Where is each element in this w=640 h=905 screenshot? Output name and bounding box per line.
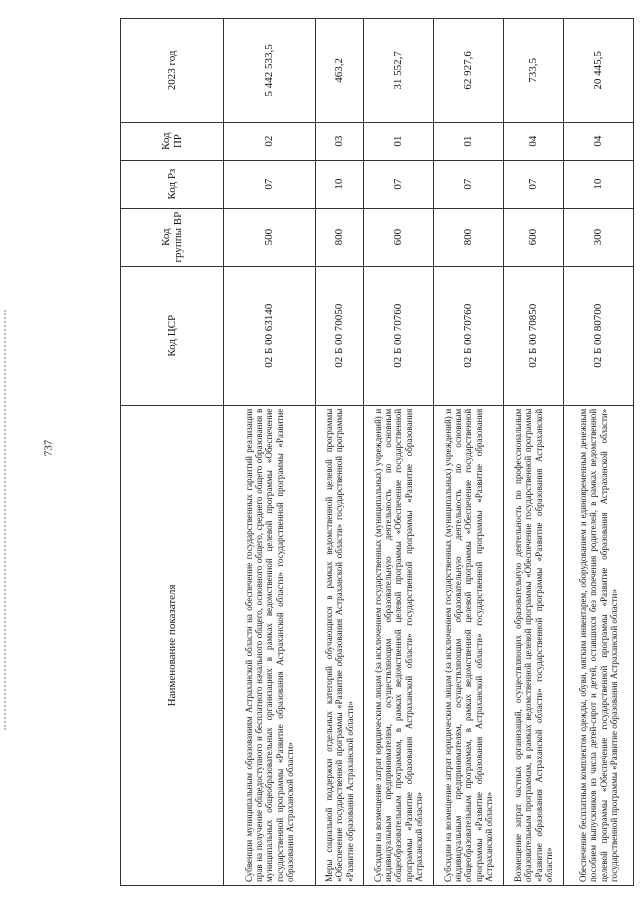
row-sum: 31 552,7 bbox=[364, 19, 434, 123]
row-rz: 07 bbox=[224, 160, 316, 208]
row-sum: 62 927,6 bbox=[434, 19, 504, 123]
row-vr: 600 bbox=[504, 208, 564, 266]
row-vr: 800 bbox=[316, 208, 364, 266]
row-sum: 20 445,5 bbox=[564, 19, 634, 123]
table-row bbox=[364, 19, 434, 886]
row-vr: 300 bbox=[564, 208, 634, 266]
row-rz: 10 bbox=[316, 160, 364, 208]
row-pr: 03 bbox=[316, 122, 364, 160]
row-csr: 02 Б 00 70760 bbox=[434, 266, 504, 405]
row-name: Меры социальной поддержки отдельных категорий обучающихся в рамках ведомственной целевой программы «Обеспечение государственной программы «Развитие образования Астраханской области» государственной программы «Развитие образования Астраханской области» bbox=[316, 405, 364, 885]
header-name: Наименование показателя bbox=[121, 405, 224, 885]
page-number: 737 bbox=[42, 439, 55, 457]
row-rz: 07 bbox=[504, 160, 564, 208]
row-csr: 02 Б 00 70760 bbox=[364, 266, 434, 405]
header-pr: Код ПР bbox=[121, 122, 224, 160]
row-pr: 04 bbox=[564, 122, 634, 160]
row-vr: 600 bbox=[364, 208, 434, 266]
row-name: Субвенции муниципальным образованиям Астраханской области на обеспечение государственных гарантий реализации прав на получение общедоступного и бесплатного начального общего, основного общего, среднего общего образования в муниципальных общеобразовательных организациях в рамках ведомственной целевой программы «Обеспечение государственной программы «Развитие образования Астраханской области» государственной программы «Развитие образования Астраханской области» bbox=[224, 405, 316, 885]
row-vr: 500 bbox=[224, 208, 316, 266]
row-rz: 10 bbox=[564, 160, 634, 208]
row-sum: 5 442 533,5 bbox=[224, 19, 316, 123]
row-csr: 02 Б 00 63140 bbox=[224, 266, 316, 405]
table-row bbox=[316, 19, 364, 886]
row-csr: 02 Б 00 80700 bbox=[564, 266, 634, 405]
table-row bbox=[224, 19, 316, 886]
row-name: Субсидии на возмещение затрат юридическим лицам (за исключением государственных (муниципальных) учреждений) и индивидуальным предпринимателям, осуществляющим образовательную деятельность по основным общеобразовательным программам, в рамках ведомственной целевой программы «Обеспечение государственной программы «Развитие образования Астраханской области» государственной программы «Развитие образования Астраханской области» bbox=[364, 405, 434, 885]
table-row bbox=[504, 19, 564, 886]
row-pr: 02 bbox=[224, 122, 316, 160]
row-pr: 01 bbox=[434, 122, 504, 160]
row-name: Обеспечение бесплатным комплектом одежды, обуви, мягким инвентарем, оборудованием и единовременным денежным пособием выпускников из числа детей-сирот и детей, оставшихся без попечения родителей, в рамках ведомственной целевой программы «Обеспечение государственной программы «Развитие образования Астраханской области» государственной программы «Развитие образования Астраханской области» bbox=[564, 405, 634, 885]
table-row bbox=[434, 19, 504, 886]
table-row bbox=[564, 19, 634, 886]
row-pr: 01 bbox=[364, 122, 434, 160]
budget-table-rotated bbox=[120, 18, 620, 886]
budget-table bbox=[120, 18, 634, 886]
row-sum: 733,5 bbox=[504, 19, 564, 123]
header-year: 2023 год bbox=[121, 19, 224, 123]
header-vr: Код группы ВР bbox=[121, 208, 224, 266]
header-row bbox=[121, 19, 224, 886]
row-csr: 02 Б 00 70850 bbox=[504, 266, 564, 405]
header-rz: Код Рз bbox=[121, 160, 224, 208]
row-vr: 800 bbox=[434, 208, 504, 266]
header-csr: Код ЦСР bbox=[121, 266, 224, 405]
row-sum: 463,2 bbox=[316, 19, 364, 123]
row-pr: 04 bbox=[504, 122, 564, 160]
row-rz: 07 bbox=[434, 160, 504, 208]
scan-margin-dots bbox=[4, 310, 9, 730]
row-csr: 02 Б 00 70050 bbox=[316, 266, 364, 405]
row-name: Возмещение затрат частных организаций, осуществляющих образовательную деятельность по профессиональным образовательным программам, в рамках ведомственной целевой программы «Обеспечение государственной программы «Развитие образования Астраханской области» государственной программы «Развитие образования Астраханской области» bbox=[504, 405, 564, 885]
row-name: Субсидии на возмещение затрат юридическим лицам (за исключением государственных (муниципальных) учреждений) и индивидуальным предпринимателям, осуществляющим образовательную деятельность по основным общеобразовательным программам, в рамках ведомственной целевой программы «Обеспечение государственной программы «Развитие образования Астраханской области» государственной программы «Развитие образования Астраханской области» bbox=[434, 405, 504, 885]
row-rz: 07 bbox=[364, 160, 434, 208]
